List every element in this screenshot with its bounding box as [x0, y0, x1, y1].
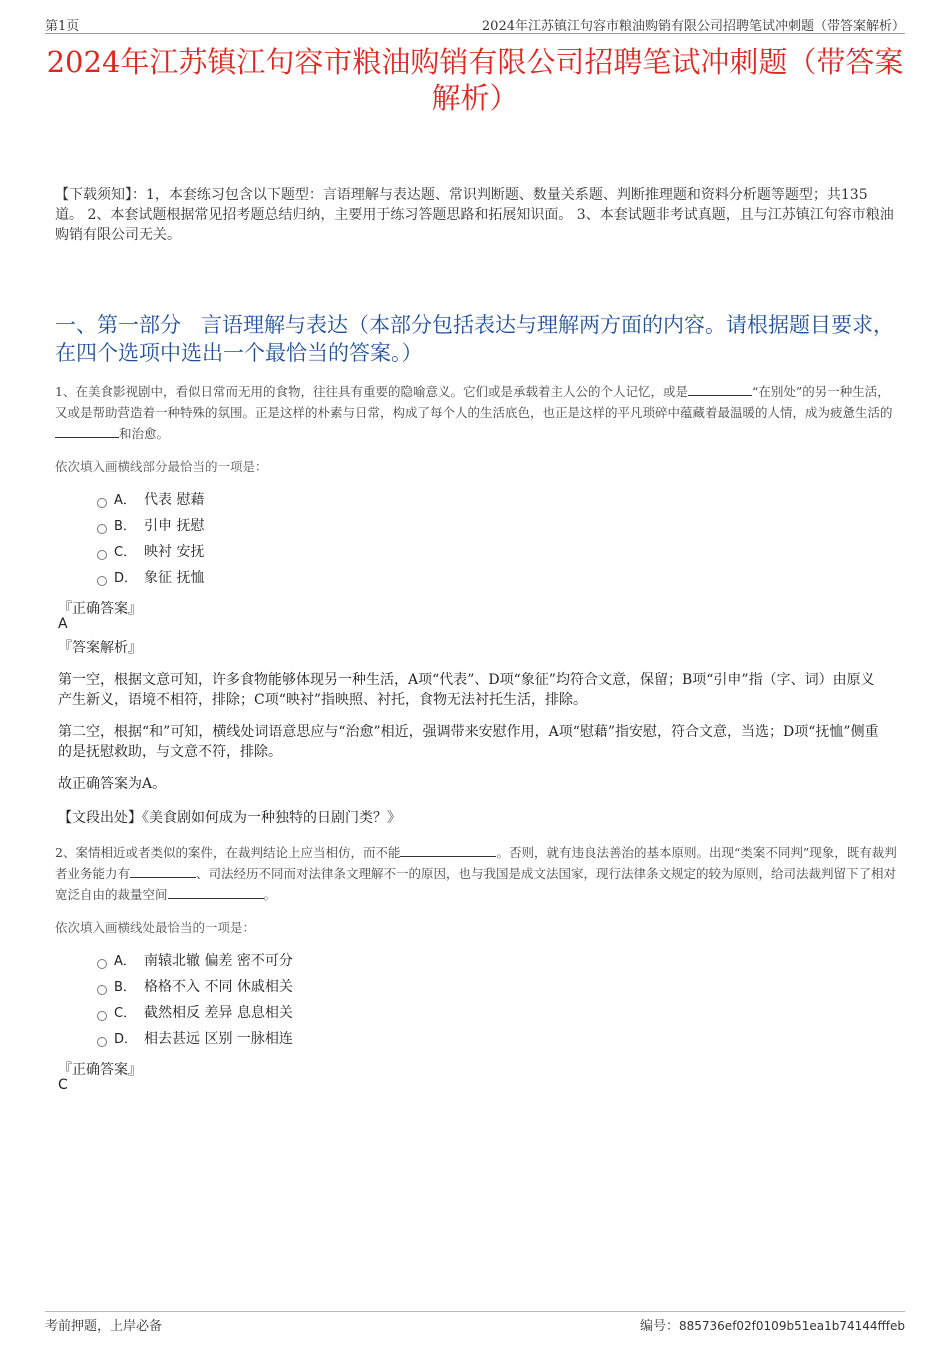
q1-analysis-label: 『答案解析』	[58, 640, 142, 656]
q2-option-d[interactable]: D． 相去甚远 区别 一脉相连	[97, 1029, 293, 1049]
fill-blank	[55, 424, 119, 438]
question-2-stem: 2、案情相近或者类似的案件，在裁判结论上应当相仿，而不能 。否则，就有违良法善治的基本原则。出现“类案不同判”现象，既有裁判者业务能力有 、司法经历不同而对法律条文理解不一的原因，也与我国是成文法国家，现行法律条文规定的较为原则，给司法裁判留下了相对宽泛自由的裁量空间 。	[55, 845, 897, 902]
q1-option-a[interactable]: A． 代表 慰藉	[97, 490, 204, 510]
q1-option-b[interactable]: B． 引申 抚慰	[97, 516, 204, 536]
footer-slogan: 考前押题，上岸必备	[45, 1319, 163, 1334]
page-number: 第1页	[45, 19, 80, 34]
radio-icon[interactable]	[97, 576, 107, 586]
q2-option-a[interactable]: A． 南辕北辙 偏差 密不可分	[97, 951, 293, 971]
section-name: 一、第一部分	[55, 313, 181, 337]
radio-icon[interactable]	[97, 524, 107, 534]
download-notice: 【下载须知】：1，本套练习包含以下题型：言语理解与表达题、常识判断题、数量关系题、判断推理题和资料分析题等题型；共135道。 2、本套试题根据常见招考题总结归纳，主要用于练习答题思路和拓展知识面。 3、本套试题非考试真题，且与江苏镇江句容市粮油购销有限公司无关。	[55, 187, 894, 243]
radio-icon[interactable]	[97, 959, 107, 969]
q1-option-d[interactable]: D． 象征 抚恤	[97, 568, 204, 588]
question-2-prompt: 依次填入画横线处最恰当的一项是：	[55, 920, 256, 935]
question-1-stem: 1、在美食影视剧中，看似日常而无用的食物，往往具有重要的隐喻意义。它们或是承载着主人公的个人记忆，或是 “在别处”的另一种生活，又或是帮助营造着一种特殊的氛围。正是这样的朴素与日常，构成了每个人的生活底色，也正是这样的平凡琐碎中蕴藏着最温暖的人情，成为疲惫生活的和治愈。	[55, 384, 893, 441]
footer-code: 编号：885736ef02f0109b51ea1b74144fffeb	[639, 1319, 905, 1334]
document-title: 2024年江苏镇江句容市粮油购销有限公司招聘笔试冲刺题（带答案解析）	[46, 45, 904, 115]
radio-icon[interactable]	[97, 1037, 107, 1047]
page-header	[45, 14, 905, 34]
q1-answer-label: 『正确答案』	[58, 601, 142, 617]
q1-answer: A	[58, 616, 68, 632]
radio-icon[interactable]	[97, 550, 107, 560]
section-desc: 言语理解与表达（本部分包括表达与理解两方面的内容。请根据题目要求，在四个选项中选出一个最恰当的答案。）	[55, 313, 894, 365]
q1-analysis-3: 故正确答案为A。	[58, 776, 167, 792]
page-footer	[45, 1311, 905, 1333]
fill-blank	[168, 885, 264, 899]
q1-analysis-1: 第一空，根据文意可知，许多食物能够体现另一种生活，A项“代表”、D项“象征”均符合文意，保留；B项“引申”指（字、词）由原义产生新义，语境不相符，排除；C项“映衬”指映照、衬托，食物无法衬托生活，排除。	[58, 672, 875, 708]
radio-icon[interactable]	[97, 498, 107, 508]
q2-answer: C	[58, 1077, 68, 1093]
fill-blank	[400, 843, 496, 857]
question-1-prompt: 依次填入画横线部分最恰当的一项是：	[55, 459, 268, 474]
q1-analysis-2: 第二空，根据“和”可知，横线处词语意思应与“治愈”相近，强调带来安慰作用，A项“慰藉”指安慰，符合文意，当选；D项“抚恤”侧重的是抚慰救助，与文意不符，排除。	[58, 724, 879, 760]
q2-option-b[interactable]: B． 格格不入 不同 休戚相关	[97, 977, 293, 997]
q2-option-c[interactable]: C． 截然相反 差异 息息相关	[97, 1003, 293, 1023]
fill-blank	[688, 382, 752, 396]
section-heading	[55, 311, 895, 367]
q1-source: 【文段出处】《美食剧如何成为一种独特的日剧门类？》	[58, 810, 401, 826]
fill-blank	[130, 864, 196, 878]
radio-icon[interactable]	[97, 985, 107, 995]
q2-answer-label: 『正确答案』	[58, 1062, 142, 1078]
header-doc-title: 2024年江苏镇江句容市粮油购销有限公司招聘笔试冲刺题（带答案解析）	[481, 19, 905, 34]
q1-option-c[interactable]: C． 映衬 安抚	[97, 542, 204, 562]
radio-icon[interactable]	[97, 1011, 107, 1021]
